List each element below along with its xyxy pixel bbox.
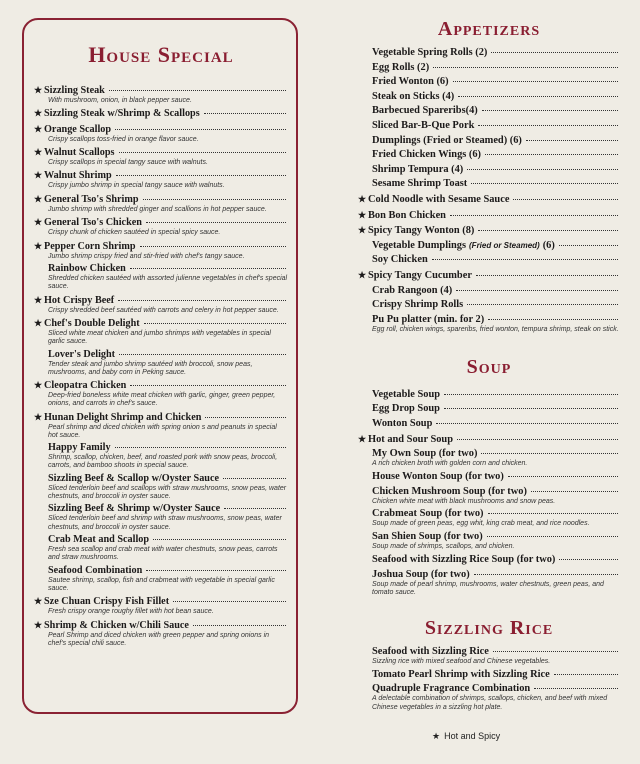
- spicy-star-icon: ★: [358, 225, 367, 236]
- spicy-star-icon: ★: [34, 411, 43, 422]
- menu-item-name-row: [34, 123, 288, 136]
- leader-dots: [146, 222, 286, 223]
- menu-item-description: Chicken white meat with black mushrooms and snow peas.: [372, 497, 556, 505]
- leader-dots: [534, 688, 618, 689]
- menu-item: [358, 224, 620, 237]
- spicy-star-icon: ★: [358, 193, 367, 204]
- spicy-star-icon: ★: [358, 269, 367, 280]
- menu-item-name-row: [34, 442, 288, 454]
- spicy-star-icon: ★: [34, 380, 43, 391]
- menu-item: [34, 595, 288, 616]
- spicy-star-icon: ★: [34, 85, 43, 95]
- leader-dots: [559, 559, 618, 560]
- menu-item: [34, 240, 288, 261]
- menu-item-description: Soup made of shrimps, scallops, and chicken.: [372, 543, 515, 551]
- leader-dots: [223, 478, 286, 479]
- star-icon: ★: [432, 731, 441, 741]
- menu-item-name: Crabmeat Soup (for two): [372, 508, 484, 520]
- menu-item-name: Hot Crispy Beef: [44, 294, 115, 306]
- menu-item: [34, 169, 288, 190]
- leader-dots: [478, 125, 618, 126]
- menu-item-name: Sizzling Steak: [44, 85, 105, 96]
- menu-item-name: Spicy Tangy Cucumber: [368, 269, 472, 281]
- menu-item-name-row: [358, 403, 620, 415]
- menu-item: [358, 76, 620, 88]
- leader-dots: [491, 52, 618, 53]
- leader-dots: [118, 300, 286, 301]
- menu-item-name-row: [358, 299, 620, 311]
- menu-item-description: Deep-fried boneless white meat chicken with garlic, ginger, green pepper, onions, and carrots in chef's sauce.: [48, 392, 276, 408]
- leader-dots: [205, 417, 286, 418]
- leader-dots: [444, 394, 618, 395]
- leader-dots: [173, 601, 286, 602]
- menu-item: [358, 47, 620, 59]
- menu-item-description: Fresh crispy orange roughy fillet with hot bean sauce.: [48, 608, 214, 616]
- menu-item-description: Sizzling rice with mixed seafood and Chinese vegetables.: [372, 658, 551, 666]
- menu-item-name-row: [358, 135, 620, 147]
- leader-dots: [193, 625, 286, 626]
- menu-item-name: Shrimp & Chicken w/Chili Sauce: [44, 619, 189, 631]
- menu-item-name-row: [358, 531, 620, 543]
- menu-item-name: Fried Wonton (6): [372, 76, 449, 88]
- leader-dots: [554, 674, 618, 675]
- menu-item-name: Sizzling Steak w/Shrimp & Scallops: [44, 108, 200, 120]
- leader-dots: [115, 129, 286, 130]
- menu-item-name-row: [358, 486, 620, 498]
- menu-item: [34, 263, 288, 291]
- menu-item-description: Sliced tenderloin beef and shrimp with straw mushrooms, snow peas, water chestnuts, and broccoli in oyster sauce.: [48, 515, 282, 531]
- menu-item-name-row: [34, 349, 288, 361]
- menu-item-name-row: [34, 503, 288, 515]
- right-column: [358, 18, 620, 714]
- leader-dots: [130, 385, 286, 386]
- menu-item: [34, 123, 288, 144]
- leader-dots: [487, 536, 618, 537]
- leader-dots: [153, 539, 286, 540]
- menu-item: [358, 254, 620, 266]
- menu-item-name: Sze Chuan Crispy Fish Fillet: [44, 596, 170, 608]
- menu-item-name-row: [34, 169, 288, 182]
- menu-item: [358, 508, 620, 528]
- menu-item-name: Chicken Mushroom Soup (for two): [372, 485, 527, 497]
- menu-item: [358, 178, 620, 190]
- menu-item-name-row: [358, 448, 620, 460]
- spicy-star-icon: ★: [34, 170, 43, 181]
- menu-item-description: Crispy shredded beef sautéed with carrots and celery in hot pepper sauce.: [48, 306, 279, 314]
- menu-item-name: San Shien Soup (for two): [372, 531, 483, 543]
- leader-dots: [433, 67, 618, 68]
- menu-item: [358, 193, 620, 206]
- menu-item-name: Vegetable Dumplings: [372, 239, 467, 251]
- soup-title: Soup: [466, 355, 512, 378]
- menu-item: [358, 531, 620, 551]
- appetizers-list: [358, 47, 620, 334]
- menu-item-description: Pearl shrimp and diced chicken with spring onion s and peanuts in special hot sauce.: [48, 423, 277, 439]
- menu-item-description: Soup made of pearl shrimp, mushrooms, water chestnuts, green peas, and tomato sauce.: [372, 580, 604, 596]
- menu-item-name: Chef's Double Delight: [44, 317, 140, 329]
- menu-item-option: (Fried or Steamed): [469, 240, 540, 250]
- leader-dots: [493, 651, 618, 652]
- menu-item-name: Crab Meat and Scallop: [48, 534, 150, 546]
- menu-item: [358, 389, 620, 401]
- menu-item-name: Vegetable Spring Rolls (2): [372, 47, 488, 58]
- menu-item: [34, 473, 288, 501]
- menu-item-name-row: [34, 317, 288, 330]
- menu-item-name: Rainbow Chicken: [48, 262, 126, 274]
- menu-item: [358, 314, 620, 334]
- menu-item-name-row: [34, 263, 288, 275]
- leader-dots: [513, 199, 618, 200]
- menu-item-description: Sautee shrimp, scallop, fish and crabmeat with vegetable in special garlic sauce.: [48, 576, 275, 592]
- menu-item-description: Shredded chicken sautéed with assorted julienne vegetables in chef's special sauce.: [48, 274, 288, 291]
- appetizers-title: Appetizers: [437, 18, 541, 40]
- menu-item-name: Seafood with Sizzling Rice: [372, 646, 489, 658]
- menu-item-name: Walnut Shrimp: [44, 170, 112, 182]
- leader-dots: [457, 439, 618, 440]
- house-special-list: [34, 84, 288, 648]
- menu-item: [34, 193, 288, 214]
- menu-item-name-row: [34, 146, 288, 159]
- menu-item-name-row: [358, 508, 620, 520]
- menu-item-name-row: [34, 595, 288, 608]
- menu-item-name: Shrimp Tempura (4): [372, 163, 464, 175]
- leader-dots: [456, 290, 618, 291]
- spicy-legend: [432, 731, 500, 742]
- leader-dots: [471, 183, 618, 184]
- menu-item: [34, 146, 288, 167]
- menu-item: [358, 164, 620, 176]
- spicy-star-icon: ★: [358, 433, 367, 444]
- menu-item-description: Jumbo shrimp crispy fried and stir-fried with chef's tangy sauce.: [48, 252, 245, 260]
- menu-item-description: Shrimp, scallop, chicken, beef, and roasted pork with snow peas, broccoli, carrots, and bamboo shoots in special sauce.: [48, 454, 278, 470]
- menu-item-name: Pu Pu platter (min. for 2): [372, 313, 485, 325]
- menu-item-name: Bon Bon Chicken: [368, 209, 446, 221]
- menu-item-name-row: [358, 418, 620, 430]
- leader-dots: [482, 110, 618, 111]
- menu-item-name: Pepper Corn Shrimp: [44, 240, 136, 252]
- house-special-panel: [22, 18, 298, 714]
- menu-item-name-row: [358, 554, 620, 566]
- menu-item: [358, 62, 620, 74]
- menu-item-description: Soup made of green peas, egg whit, king crab meat, and rice noodles.: [372, 520, 590, 528]
- menu-item: [34, 619, 288, 648]
- menu-item-name-row: [358, 433, 620, 446]
- leader-dots: [488, 319, 618, 320]
- leader-dots: [485, 154, 618, 155]
- leader-dots: [474, 574, 618, 575]
- menu-item-name: Steak on Sticks (4): [372, 90, 455, 102]
- menu-item: [34, 216, 288, 237]
- spicy-star-icon: ★: [34, 240, 43, 251]
- menu-item: [34, 84, 288, 105]
- leader-dots: [481, 453, 618, 454]
- leader-dots: [531, 491, 618, 492]
- spicy-star-icon: ★: [34, 193, 43, 204]
- menu-item-name-row: [358, 646, 620, 658]
- menu-item-name-row: [358, 105, 620, 117]
- menu-item-description: Jumbo shrimp with shredded ginger and scallions in hot pepper sauce.: [48, 205, 267, 213]
- menu-item: [358, 135, 620, 147]
- menu-item: [358, 269, 620, 282]
- leader-dots: [140, 246, 286, 247]
- menu-item-name-row: [358, 569, 620, 581]
- menu-item-name: My Own Soup (for two): [372, 448, 478, 460]
- menu-item-description: Crispy scallops in special tangy sauce with walnuts.: [48, 158, 208, 166]
- leader-dots: [143, 199, 286, 200]
- leader-dots: [476, 275, 618, 276]
- leader-dots: [444, 408, 618, 409]
- menu-item-name: Tomato Pearl Shrimp with Sizzling Rice: [372, 668, 550, 680]
- menu-item-name-row: [34, 534, 288, 546]
- menu-item-name-row: [358, 209, 620, 222]
- menu-item-name-row: [34, 240, 288, 253]
- menu-item-name-row: [358, 389, 620, 401]
- menu-item: [34, 565, 288, 593]
- spicy-star-icon: ★: [34, 619, 43, 630]
- menu-item-description: Sliced tenderloin beef and scallops with straw mushrooms, snow peas, water chestnuts, and broccoli in oyster sauce.: [48, 484, 287, 501]
- menu-item: [358, 486, 620, 506]
- menu-item-name: Crab Rangoon (4): [372, 284, 453, 296]
- menu-item-name-row: [358, 62, 620, 74]
- leader-dots: [488, 513, 619, 514]
- menu-item: [358, 240, 620, 252]
- menu-item-count: (6): [542, 239, 555, 251]
- menu-item: [358, 683, 620, 711]
- menu-item-name-row: [358, 164, 620, 176]
- menu-item-name-row: [358, 269, 620, 282]
- menu-item-name: Cold Noodle with Sesame Sauce: [368, 193, 510, 205]
- menu-item-name-row: [358, 120, 620, 132]
- menu-item-name: Seafood Combination: [48, 564, 143, 576]
- menu-item-description: A delectable combination of shrimps, scallops, chicken, and beef with mixed Chinese vegetables in a sizzling hot plate.: [372, 695, 608, 711]
- menu-item: [358, 91, 620, 103]
- menu-item-description: Tender steak and jumbo shrimp sautéed with broccoli, snow peas, mushrooms, and baby corn in Peking sauce.: [48, 360, 253, 376]
- menu-item-name: Sliced Bar-B-Que Pork: [372, 119, 475, 131]
- leader-dots: [119, 152, 287, 153]
- menu-item-name-row: [34, 216, 288, 229]
- spicy-star-icon: ★: [34, 294, 43, 305]
- menu-item: [358, 105, 620, 117]
- menu-item-name-row: [358, 254, 620, 266]
- menu-item-name: Seafood with Sizzling Rice Soup (for two): [372, 554, 556, 566]
- leader-dots: [130, 268, 286, 269]
- menu-item: [358, 554, 620, 566]
- leader-dots: [467, 304, 618, 305]
- menu-item-name-row: [358, 91, 620, 103]
- menu-item: [34, 349, 288, 377]
- spicy-star-icon: ★: [34, 108, 43, 119]
- menu-item: [358, 120, 620, 132]
- menu-item-name: Egg Drop Soup: [372, 403, 440, 415]
- leader-dots: [559, 245, 618, 246]
- leader-dots: [144, 323, 286, 324]
- menu-item-name-row: [34, 294, 288, 307]
- menu-item-name-row: [34, 379, 288, 392]
- leader-dots: [115, 447, 286, 448]
- house-special-content: [34, 20, 288, 650]
- menu-item-description: Pearl Shrimp and diced chicken with green pepper and spring onions in chef's special chili sauce.: [48, 631, 270, 647]
- menu-item: [34, 317, 288, 346]
- menu-item: [358, 299, 620, 311]
- spicy-star-icon: ★: [34, 217, 43, 228]
- menu-item-name: Egg Rolls (2): [372, 61, 430, 73]
- menu-item-description: Crispy chunk of chicken sautéed in special spicy sauce.: [48, 229, 221, 237]
- menu-item-name-row: [34, 84, 288, 97]
- menu-item: [34, 411, 288, 440]
- menu-item-name: Dumplings (Fried or Steamed) (6): [372, 134, 522, 146]
- menu-item-description: Fresh sea scallop and crab meat with water chestnuts, snow peas, carrots and straw mushrooms.: [48, 546, 278, 562]
- menu-item: [34, 107, 288, 120]
- menu-item-description: Sliced white meat chicken and jumbo shrimps with vegetables in special garlic sauce.: [48, 329, 271, 346]
- menu-item: [34, 534, 288, 562]
- soup-list: [358, 389, 620, 597]
- menu-item-name-row: [34, 193, 288, 206]
- leader-dots: [450, 215, 618, 216]
- menu-item-name-row: [34, 473, 288, 485]
- menu-item: [358, 471, 620, 483]
- sizzling-rice-list: [358, 646, 620, 712]
- menu-item-name-row: [34, 107, 288, 120]
- menu-item-name-row: [34, 565, 288, 577]
- menu-item: [34, 379, 288, 408]
- spicy-star-icon: ★: [34, 123, 43, 134]
- leader-dots: [116, 175, 286, 176]
- menu-item-name: Walnut Scallops: [44, 146, 115, 158]
- menu-item-name: House Wonton Soup (for two): [372, 471, 504, 483]
- menu-item-name: Fried Chicken Wings (6): [372, 149, 482, 161]
- leader-dots: [508, 476, 618, 477]
- menu-item: [358, 646, 620, 666]
- menu-item: [358, 669, 620, 681]
- leader-dots: [458, 96, 618, 97]
- legend-text: Hot and Spicy: [444, 731, 501, 741]
- menu-item: [34, 503, 288, 531]
- menu-item-description: Egg roll, chicken wings, spareribs, fried wonton, tempura shrimp, steak on stick.: [372, 325, 619, 333]
- menu-item-name: Cleopatra Chicken: [44, 380, 127, 392]
- menu-item-description: Crispy scallops toss-fried in orange flavor sauce.: [48, 135, 199, 143]
- menu-item: [358, 403, 620, 415]
- leader-dots: [436, 423, 618, 424]
- menu-item-name-row: [34, 619, 288, 632]
- leader-dots: [453, 81, 618, 82]
- menu-item-name: General Tso's Chicken: [44, 217, 142, 229]
- menu-item-description: With mushroom, onion, in black pepper sauce.: [48, 97, 192, 104]
- menu-item-name: Lover's Delight: [48, 348, 116, 360]
- menu-item-name-row: [358, 314, 620, 326]
- menu-item: [34, 294, 288, 315]
- menu-item-name: Orange Scallop: [44, 123, 112, 135]
- menu-item: [358, 433, 620, 446]
- menu-item: [358, 285, 620, 297]
- menu-item-name: Vegetable Soup: [372, 388, 441, 400]
- menu-item: [34, 442, 288, 470]
- leader-dots: [526, 140, 618, 141]
- leader-dots: [467, 169, 618, 170]
- house-special-title: House Special: [88, 42, 234, 67]
- menu-item-name-row: [358, 240, 620, 252]
- menu-item-name: Happy Family: [48, 442, 111, 454]
- sizzling-rice-title: Sizzling Rice: [424, 617, 554, 640]
- menu-item-name: Crispy Shrimp Rolls: [372, 299, 464, 311]
- menu-item: [358, 149, 620, 161]
- menu-item-name: Sesame Shrimp Toast: [372, 178, 468, 190]
- menu-item-name: Hot and Sour Soup: [368, 433, 453, 445]
- menu-item-name: Joshua Soup (for two): [372, 568, 470, 580]
- menu-item-name-row: [34, 411, 288, 424]
- menu-item-name: Soy Chicken: [372, 254, 428, 266]
- leader-dots: [224, 508, 286, 509]
- menu-item-name: Quadruple Fragrance Combination: [372, 683, 531, 695]
- menu-item-name: General Tso's Shrimp: [44, 193, 139, 205]
- menu-item-name: Sizzling Beef & Shrimp w/Oyster Sauce: [48, 503, 221, 515]
- menu-item-name-row: [358, 471, 620, 483]
- menu-item-name-row: [358, 178, 620, 190]
- menu-item-name: Barbecued Spareribs(4): [372, 105, 478, 117]
- menu-item-name-row: [358, 193, 620, 206]
- leader-dots: [109, 90, 286, 91]
- spicy-star-icon: ★: [358, 209, 367, 220]
- leader-dots: [119, 354, 286, 355]
- menu-item: [358, 448, 620, 468]
- spicy-star-icon: ★: [34, 146, 43, 157]
- menu-item-name-row: [358, 149, 620, 161]
- menu-item-name: Spicy Tangy Wonton (8): [368, 225, 475, 237]
- menu-item: [358, 209, 620, 222]
- menu-item: [358, 418, 620, 430]
- leader-dots: [146, 570, 286, 571]
- menu-item-name-row: [358, 285, 620, 297]
- leader-dots: [204, 113, 286, 114]
- menu-item-name-row: [358, 47, 620, 59]
- menu-item-name: Wonton Soup: [372, 418, 433, 430]
- menu-item-name-row: [358, 76, 620, 88]
- menu-item-name: Sizzling Beef & Scallop w/Oyster Sauce: [48, 472, 220, 484]
- menu-item: [358, 569, 620, 597]
- menu-item-description: Crispy jumbo shrimp in special tangy sauce with walnuts.: [48, 182, 225, 190]
- menu-item-name-row: [358, 683, 620, 695]
- menu-item-name-row: [358, 669, 620, 681]
- menu-item-description: A rich chicken broth with golden corn and chicken.: [372, 460, 528, 468]
- menu-item-name: Hunan Delight Shrimp and Chicken: [44, 411, 202, 423]
- spicy-star-icon: ★: [34, 317, 43, 328]
- menu-item-name-row: [358, 224, 620, 237]
- spicy-star-icon: ★: [34, 596, 43, 607]
- leader-dots: [432, 259, 618, 260]
- leader-dots: [478, 230, 618, 231]
